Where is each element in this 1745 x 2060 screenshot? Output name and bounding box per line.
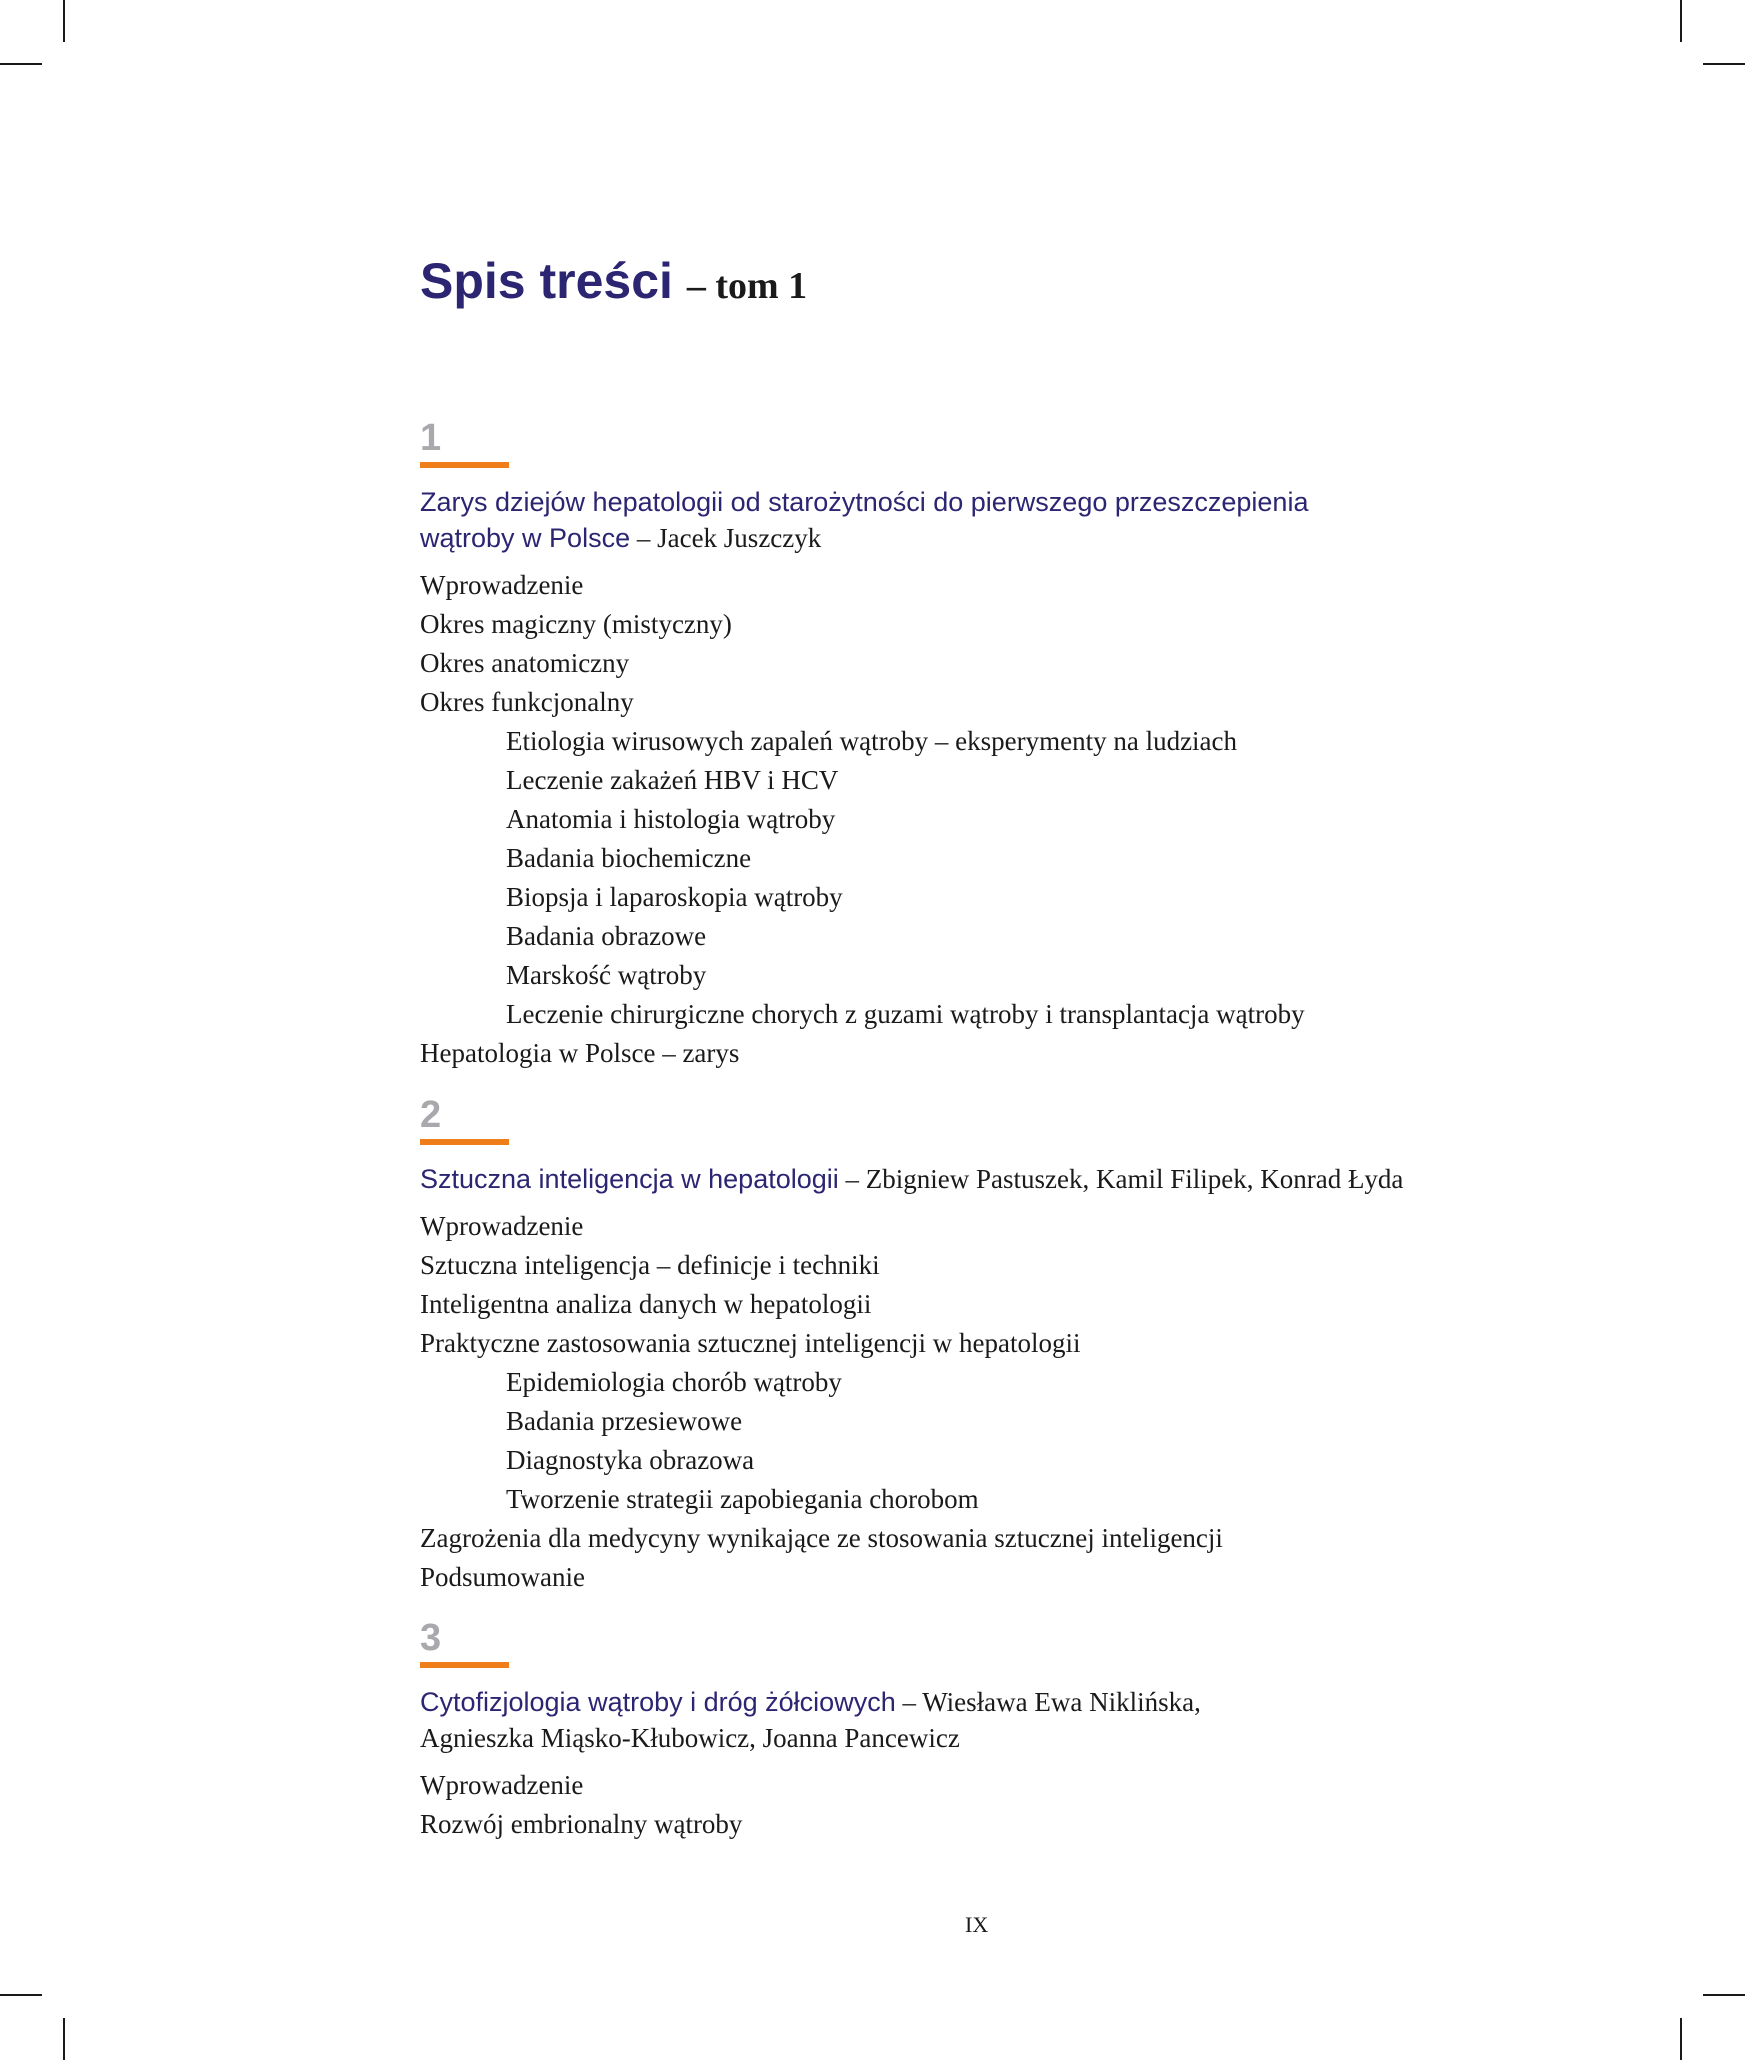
chapter-author: – Zbigniew Pastuszek, Kamil Filipek, Konrad Łyda bbox=[845, 1164, 1404, 1194]
toc-entry[interactable]: Sztuczna inteligencja – definicje i techniki bbox=[420, 1250, 880, 1280]
toc-subentry[interactable]: Etiologia wirusowych zapaleń wątroby – eksperymenty na ludziach bbox=[506, 726, 1238, 756]
toc-entry[interactable]: Inteligentna analiza danych w hepatologii bbox=[420, 1289, 872, 1319]
chapter-accent-bar bbox=[420, 1139, 509, 1145]
chapter-accent-bar bbox=[420, 1662, 509, 1668]
crop-mark bbox=[63, 2018, 65, 2060]
toc-entry[interactable]: Praktyczne zastosowania sztucznej inteligencji w hepatologii bbox=[420, 1328, 1081, 1358]
toc-entry[interactable]: Wprowadzenie bbox=[420, 570, 584, 600]
toc-entry[interactable]: Wprowadzenie bbox=[420, 1770, 584, 1800]
chapter-author: Agnieszka Miąsko-Kłubowicz, Joanna Pancewicz bbox=[420, 1723, 960, 1753]
crop-mark bbox=[0, 1994, 42, 1996]
chapter-author: – Wiesława Ewa Niklińska, bbox=[902, 1687, 1201, 1717]
crop-mark bbox=[1703, 1994, 1745, 1996]
toc-entry[interactable]: Okres anatomiczny bbox=[420, 648, 630, 678]
toc-subentry[interactable]: Anatomia i histologia wątroby bbox=[506, 804, 836, 834]
toc-subentry[interactable]: Epidemiologia chorób wątroby bbox=[506, 1367, 842, 1397]
crop-mark bbox=[1680, 2018, 1682, 2060]
chapter-heading[interactable] bbox=[420, 1161, 1570, 1197]
chapter-3 bbox=[420, 1617, 1570, 1844]
toc-entry[interactable]: Wprowadzenie bbox=[420, 1211, 584, 1241]
toc-entry[interactable]: Okres funkcjonalny bbox=[420, 687, 634, 717]
toc-subentry[interactable]: Tworzenie strategii zapobiegania chorobom bbox=[506, 1484, 979, 1514]
chapter-1 bbox=[420, 417, 1570, 1073]
chapter-title: Cytofizjologia wątroby i dróg żółciowych bbox=[420, 1687, 896, 1717]
chapter-title: Zarys dziejów hepatologii od starożytności do pierwszego przeszczepienia bbox=[420, 487, 1309, 517]
chapter-number: 3 bbox=[420, 1617, 442, 1659]
toc-subentry[interactable]: Leczenie zakażeń HBV i HCV bbox=[506, 765, 839, 795]
toc-subentry[interactable]: Badania przesiewowe bbox=[506, 1406, 743, 1436]
chapter-title: wątroby w Polsce bbox=[420, 523, 631, 553]
crop-mark bbox=[1703, 63, 1745, 65]
toc-subentry[interactable]: Marskość wątroby bbox=[506, 960, 707, 990]
title-suffix: – tom 1 bbox=[686, 265, 808, 307]
crop-mark bbox=[1680, 0, 1682, 42]
chapter-2 bbox=[420, 1094, 1570, 1597]
crop-mark bbox=[0, 63, 42, 65]
toc-entry[interactable]: Okres magiczny (mistyczny) bbox=[420, 609, 732, 639]
toc-entry[interactable]: Rozwój embrionalny wątroby bbox=[420, 1809, 743, 1839]
page-number: IX bbox=[965, 1912, 989, 1937]
chapter-sections bbox=[420, 1207, 1570, 1597]
chapter-number: 2 bbox=[420, 1094, 442, 1136]
toc-subentry[interactable]: Leczenie chirurgiczne chorych z guzami wątroby i transplantacja wątroby bbox=[506, 999, 1305, 1029]
chapter-number: 1 bbox=[420, 417, 442, 459]
crop-mark bbox=[63, 0, 65, 42]
title-main: Spis treści bbox=[420, 253, 673, 309]
page-title bbox=[420, 252, 807, 310]
chapter-heading[interactable] bbox=[420, 484, 1570, 556]
toc-subentry[interactable]: Badania obrazowe bbox=[506, 921, 707, 951]
toc-subentry[interactable]: Biopsja i laparoskopia wątroby bbox=[506, 882, 843, 912]
toc-entry[interactable]: Podsumowanie bbox=[420, 1562, 585, 1592]
chapter-title: Sztuczna inteligencja w hepatologii bbox=[420, 1164, 839, 1194]
toc-subentry[interactable]: Badania biochemiczne bbox=[506, 843, 752, 873]
chapter-accent-bar bbox=[420, 462, 509, 468]
toc-entry[interactable]: Hepatologia w Polsce – zarys bbox=[420, 1038, 740, 1068]
chapter-sections bbox=[420, 566, 1570, 1073]
chapter-heading[interactable] bbox=[420, 1684, 1570, 1756]
chapter-sections bbox=[420, 1766, 1570, 1844]
toc-subentry[interactable]: Diagnostyka obrazowa bbox=[506, 1445, 755, 1475]
toc-entry[interactable]: Zagrożenia dla medycyny wynikające ze stosowania sztucznej inteligencji bbox=[420, 1523, 1223, 1553]
chapter-author: – Jacek Juszczyk bbox=[636, 523, 822, 553]
